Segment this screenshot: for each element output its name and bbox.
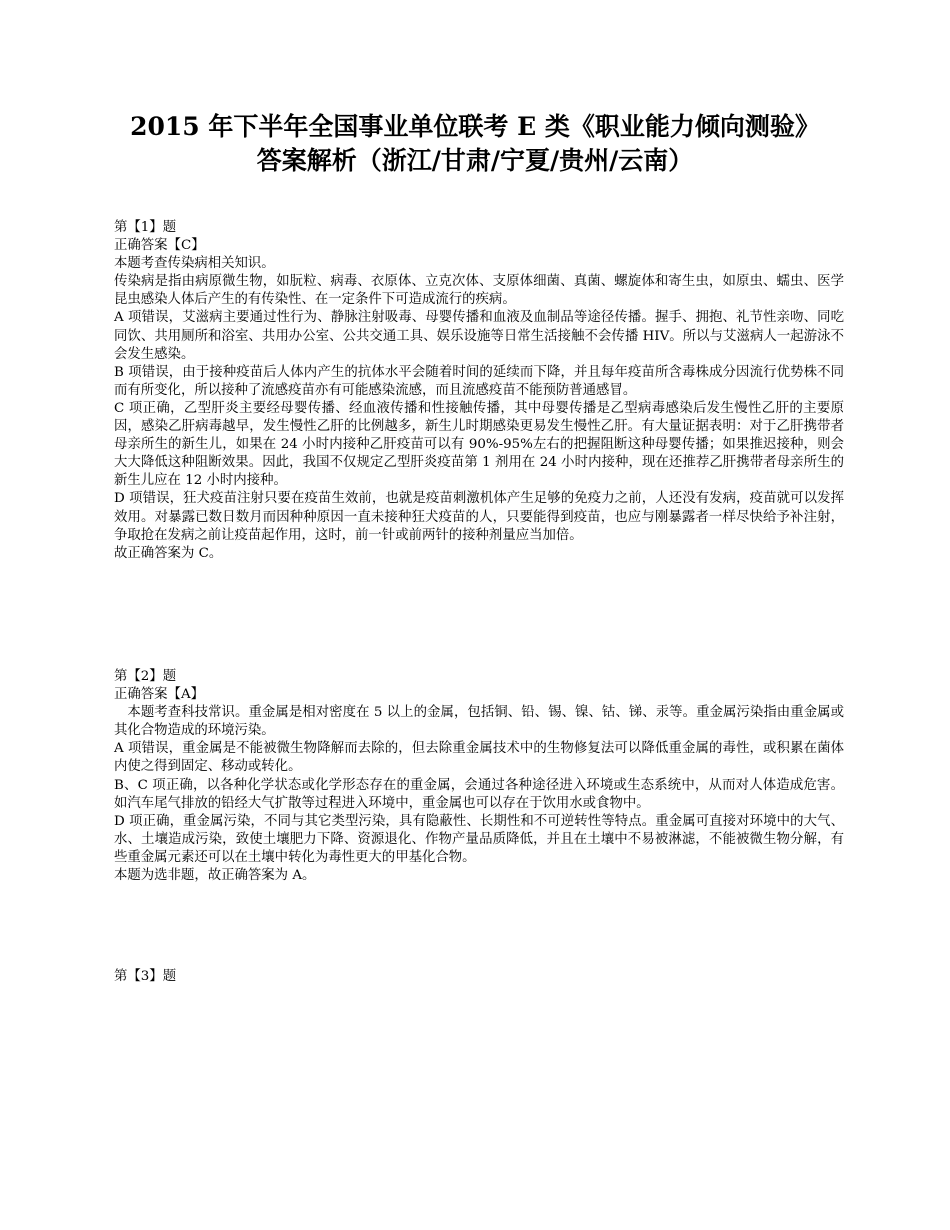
paragraph: A 项错误，重金属是不能被微生物降解而去除的，但去除重金属技术中的生物修复法可以降低重金属的毒性，或积累在菌体内使之得到固定、移动或转化。 [114, 741, 844, 775]
question-heading: 第【2】题 [114, 669, 177, 684]
paragraph: B、C 项正确，以各种化学状态或化学形态存在的重金属，会通过各种途径进入环境或生态系统中，从而对人体造成危害。如汽车尾气排放的铅经大气扩散等过程进入环境中，重金属也可以存在于饮用水或食物中。 [114, 777, 844, 811]
question-1 [114, 219, 844, 563]
answer-line: 正确答案【A】 [114, 687, 205, 703]
paragraph: 本题考查传染病相关知识。 [114, 256, 275, 272]
conclusion: 本题为选非题，故正确答案为 A。 [114, 868, 316, 884]
paragraph: A 项错误，艾滋病主要通过性行为、静脉注射吸毒、母婴传播和血液及血制品等途径传播。握手、拥抱、礼节性亲吻、同吃同饮、共用厕所和浴室、共用办公室、公共交通工具、娱乐设施等日常生活接触不会传播 HIV。所以与艾滋病人一起游泳不会发生感染。 [114, 310, 844, 362]
title-line-1: 2015 年下半年全国事业单位联考 E 类《职业能力倾向测验》 [130, 112, 820, 141]
question-heading: 第【3】题 [114, 969, 177, 984]
paragraph: D 项错误，狂犬疫苗注射只要在疫苗生效前，也就是疫苗刺激机体产生足够的免疫力之前，人还没有发病，疫苗就可以发挥效用。对暴露已数日数月而因种种原因一直未接种狂犬疫苗的人，只要能得到疫苗，也应与刚暴露者一样尽快给予补注射，争取抢在发病之前让疫苗起作用，这时，前一针或前两针的接种剂量应当加倍。 [114, 491, 844, 543]
title-line-2: 答案解析（浙江/甘肃/宁夏/贵州/云南） [256, 146, 694, 175]
paragraph: B 项错误，由于接种疫苗后人体内产生的抗体水平会随着时间的延续而下降，并且每年疫苗所含毒株成分因流行优势株不同而有所变化，所以接种了流感疫苗亦有可能感染流感，而且流感疫苗不能预防普通感冒。 [114, 364, 844, 398]
paragraph: D 项正确，重金属污染，不同与其它类型污染，具有隐蔽性、长期性和不可逆转性等特点。重金属可直接对环境中的大气、水、土壤造成污染，致使土壤肥力下降、资源退化、作物产量品质降低，并且在土壤中不易被淋滤，不能被微生物分解，有些重金属元素还可以在土壤中转化为毒性更大的甲基化合物。 [114, 813, 844, 865]
question-3 [114, 968, 844, 986]
paragraph: 传染病是指由病原微生物，如朊粒、病毒、衣原体、立克次体、支原体细菌、真菌、螺旋体和寄生虫，如原虫、蠕虫、医学昆虫感染人体后产生的有传染性、在一定条件下可造成流行的疾病。 [114, 274, 844, 308]
answer-line: 正确答案【C】 [114, 238, 205, 254]
paragraph: C 项正确，乙型肝炎主要经母婴传播、经血液传播和性接触传播，其中母婴传播是乙型病毒感染后发生慢性乙肝的主要原因，感染乙肝病毒越早，发生慢性乙肝的比例越多，新生儿时期感染更易发生慢性乙肝。有大量证据表明：对于乙肝携带者母亲所生的新生儿，如果在 24 小时内接种乙肝疫苗可以有 90%-95%左右的把握阻断这种母婴传播；如果推迟接种，则会大大降低这种阻断效果。因此，我国不仅规定乙型肝炎疫苗第 1 剂用在 24 小时内接种，现在还推荐乙肝携带者母亲所生的新生儿应在 12 小时内接种。 [114, 400, 844, 489]
question-2 [114, 668, 844, 885]
conclusion: 故正确答案为 C。 [114, 545, 223, 561]
page-title [60, 110, 890, 178]
question-heading: 第【1】题 [114, 220, 177, 235]
paragraph: 本题考查科技常识。重金属是相对密度在 5 以上的金属，包括铜、铅、锡、镍、钴、锑、汞等。重金属污染指由重金属或其化合物造成的环境污染。 [114, 705, 844, 739]
